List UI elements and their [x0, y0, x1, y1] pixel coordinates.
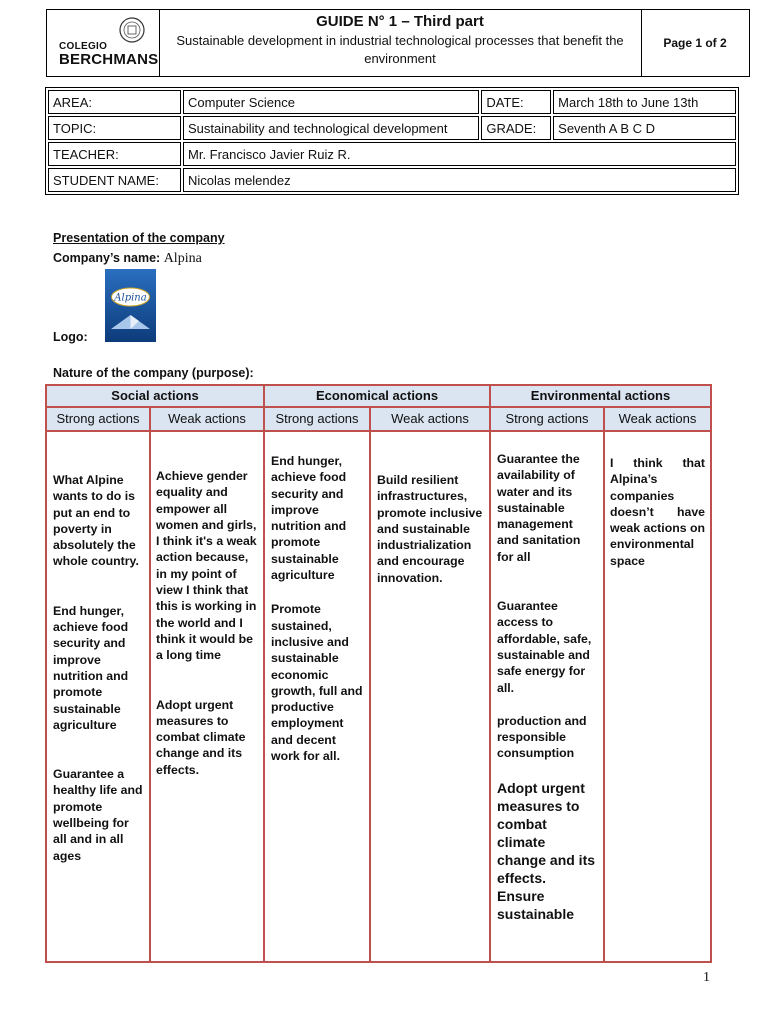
guide-subtitle: Sustainable development in industrial technological processes that benefit the environment	[176, 33, 624, 66]
grid-line	[47, 406, 710, 408]
social-strong-header: Strong actions	[47, 408, 149, 430]
guide-header	[46, 9, 750, 77]
school-crest-icon	[119, 16, 145, 46]
page-indicator: Page 1 of 2	[663, 36, 727, 50]
page-indicator-cell	[641, 10, 749, 76]
list-item: production and responsible consumption	[497, 713, 587, 761]
student-label: STUDENT NAME:	[48, 168, 181, 192]
list-item: Achieve gender equality and empower all women and girls,	[156, 469, 257, 532]
econ-weak-header: Weak actions	[371, 408, 489, 430]
table-row	[48, 116, 736, 140]
alpina-logo-icon	[105, 269, 156, 342]
topic-label: TOPIC:	[48, 116, 181, 140]
list-item: End hunger, achieve food security and improve nutrition and promote sustainable agriculture	[271, 454, 347, 583]
grid-line	[47, 430, 710, 432]
grid-line	[489, 386, 491, 961]
economical-actions-header: Economical actions	[265, 386, 489, 406]
list-item: Guarantee the availability of water and its sustainable management and sanitation for all	[497, 452, 581, 564]
grid-line	[149, 406, 151, 961]
list-item: Promote sustained, inclusive and sustainable economic growth, full and productive employment and decent work for all.	[271, 602, 363, 764]
social-weak-header: Weak actions	[151, 408, 263, 430]
list-item: Ensure sustainable	[497, 887, 575, 922]
school-name-line2: BERCHMANS	[59, 51, 159, 68]
company-name-line	[53, 251, 202, 267]
list-item: End hunger, achieve food security and improve nutrition and promote sustainable agriculture	[53, 603, 129, 732]
list-item: I think it's a weak action because, in my point of view I think that this is working in the world and I think it would be a long time	[156, 534, 257, 663]
logo-label: Logo:	[53, 330, 88, 344]
list-item: Build resilient infrastructures, promote inclusive and sustainable industrialization and encourage innovation.	[377, 473, 483, 585]
date-value: March 18th to June 13th	[553, 90, 736, 114]
social-strong-cell	[53, 472, 145, 864]
area-label: AREA:	[48, 90, 181, 114]
company-name-value: Alpina	[163, 251, 202, 266]
page-number: 1	[703, 970, 710, 985]
list-item: I think that Alpina’s companies doesn’t have weak actions on environmental space	[610, 456, 705, 568]
social-actions-header: Social actions	[47, 386, 263, 406]
logo-text: Alpina	[114, 292, 147, 304]
list-item: Adopt urgent measures to combat climate change and its effects.	[497, 779, 596, 886]
student-value: Nicolas melendez	[183, 168, 736, 192]
list-item: Guarantee access to affordable, safe, sustainable and safe energy for all.	[497, 599, 592, 695]
grid-line	[603, 406, 605, 961]
area-value: Computer Science	[183, 90, 479, 114]
table-row	[48, 168, 736, 192]
guide-title-cell	[159, 10, 642, 76]
env-weak-cell	[610, 455, 705, 569]
list-item: Adopt urgent measures to combat climate change and its effects.	[156, 697, 246, 777]
topic-value: Sustainability and technological development	[183, 116, 479, 140]
grid-line	[369, 406, 371, 961]
date-label: DATE:	[481, 90, 551, 114]
presentation-heading: Presentation of the company	[53, 231, 225, 245]
student-info-table	[45, 87, 739, 195]
env-strong-header: Strong actions	[491, 408, 603, 430]
grade-label: GRADE:	[481, 116, 551, 140]
econ-weak-cell	[377, 472, 485, 586]
company-name-label: Company’s name:	[53, 251, 161, 265]
grade-value: Seventh A B C D	[553, 116, 736, 140]
school-logo	[47, 10, 160, 76]
actions-table	[45, 384, 712, 963]
table-row	[48, 90, 736, 114]
teacher-value: Mr. Francisco Javier Ruiz R.	[183, 142, 736, 166]
guide-title: GUIDE N° 1 – Third part	[316, 13, 484, 30]
teacher-label: TEACHER:	[48, 142, 181, 166]
env-strong-cell	[497, 451, 597, 923]
env-weak-header: Weak actions	[605, 408, 710, 430]
environmental-actions-header: Environmental actions	[491, 386, 710, 406]
list-item: What Alpine wants to do is put an end to poverty in absolutely the whole country.	[53, 473, 139, 569]
econ-strong-header: Strong actions	[265, 408, 369, 430]
social-weak-cell	[156, 468, 260, 778]
table-row	[48, 142, 736, 166]
grid-line	[263, 386, 265, 961]
econ-strong-cell	[271, 453, 363, 764]
list-item: Guarantee a healthy life and promote wellbeing for all and in all ages	[53, 767, 143, 863]
school-name-line1: COLEGIO	[59, 41, 108, 52]
nature-label: Nature of the company (purpose):	[53, 366, 254, 380]
